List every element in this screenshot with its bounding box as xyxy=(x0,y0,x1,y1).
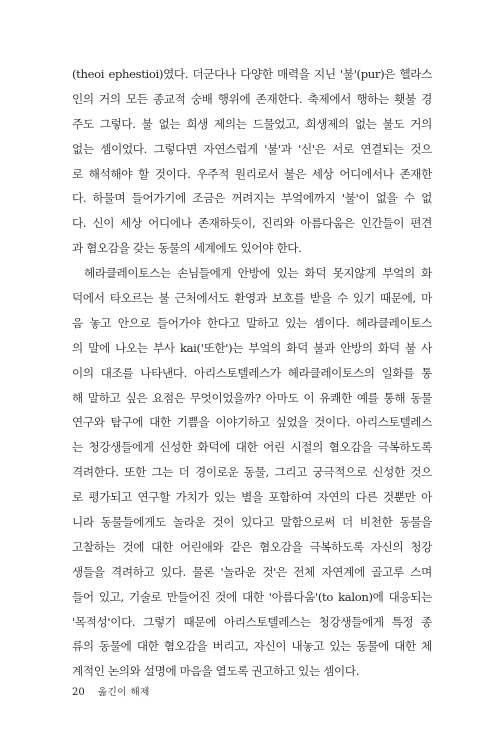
paragraph-2 xyxy=(72,261,432,684)
text-line: 들어 있고, 기술로 만들어진 것에 대한 '아름다움'(to kalon)에 대응되는 xyxy=(72,589,432,604)
text-line: 해 말하고 싶은 요점은 무엇이었을까? 아마도 이 유쾌한 예를 통해 동물 xyxy=(72,390,432,405)
body-text xyxy=(72,62,432,684)
text-line: (theoi ephestioi)였다. 더군다나 다양한 매력을 지닌 '불'(pur)은 헬라스 xyxy=(72,67,432,81)
running-title: 옮긴이 해제 xyxy=(97,687,150,698)
text-line: 헤라클레이토스는 손님들에게 안방에 있는 화덕 못지않게 부엌의 화 xyxy=(84,266,432,281)
text-line: 과 혐오감을 갖는 동물의 세계에도 있어야 한다. xyxy=(72,241,302,256)
text-line: 다. 신이 세상 어디에나 존재하듯이, 진리와 아름다움은 인간들이 편견 xyxy=(72,216,432,231)
text-line: 생들을 격려하고 있다. 물론 '놀라운 것'은 전체 자연계에 골고루 스며 xyxy=(72,564,432,579)
page-footer xyxy=(72,684,150,698)
text-line: 로 평가되고 연구할 가치가 있는 별을 포함하여 자연의 다른 것뿐만 아 xyxy=(72,490,432,505)
paragraph-1 xyxy=(72,62,432,261)
text-line: 이의 대조를 나타낸다. 아리스토텔레스가 헤라클레이토스의 일화를 통 xyxy=(72,365,432,380)
text-line: 의 말에 나오는 부사 kai('또한')는 부엌의 화덕 불과 안방의 화덕 불 사 xyxy=(72,340,432,355)
text-line: 음 놓고 안으로 들어가야 한다고 말하고 있는 셈이다. 헤라클레이토스 xyxy=(72,315,432,330)
text-line: 격려한다. 또한 그는 더 경이로운 동물, 그리고 궁극적으로 신성한 것으 xyxy=(72,465,432,480)
text-line: 인의 거의 모든 종교적 숭배 행위에 존재한다. 축제에서 행하는 횃불 경 xyxy=(72,91,432,106)
text-line: 계적인 논의와 설명에 마음을 열도록 권고하고 있는 셈이다. xyxy=(72,664,360,679)
text-line: 덕에서 타오르는 불 근처에서도 환영과 보호를 받을 수 있기 때문에, 마 xyxy=(72,291,432,306)
text-line: 류의 동물에 대한 혐오감을 버리고, 자신이 내놓고 있는 동물에 대한 체 xyxy=(72,639,432,654)
text-line: 없는 셈이었다. 그렇다면 자연스럽게 '불'과 '신'은 서로 연결되는 것으 xyxy=(72,141,432,156)
text-line: 주도 그렇다. 불 없는 희생 제의는 드물었고, 희생제의 없는 불도 거의 xyxy=(72,116,432,131)
text-line: 고찰하는 것에 대한 어린애와 같은 혐오감을 극복하도록 자신의 청강 xyxy=(72,539,432,554)
text-line: '목적성'이다. 그렇기 때문에 아리스토텔레스는 청강생들에게 특정 종 xyxy=(72,614,432,629)
text-line: 니라 동물들에게도 놀라운 것이 있다고 말함으로써 더 비천한 동물을 xyxy=(72,515,432,530)
text-line: 다. 하물며 들어가기에 조금은 꺼려지는 부엌에까지 '불'이 없을 수 없 xyxy=(72,191,432,206)
page-number: 20 xyxy=(72,687,85,698)
text-line: 로 해석해야 할 것이다. 우주적 원리로서 불은 세상 어디에서나 존재한 xyxy=(72,166,432,181)
text-line: 연구와 탐구에 대한 기쁨을 이야기하고 싶었을 것이다. 아리스토텔레스 xyxy=(72,415,432,430)
text-line: 는 청강생들에게 신성한 화덕에 대한 어린 시절의 혐오감을 극복하도록 xyxy=(72,440,432,455)
